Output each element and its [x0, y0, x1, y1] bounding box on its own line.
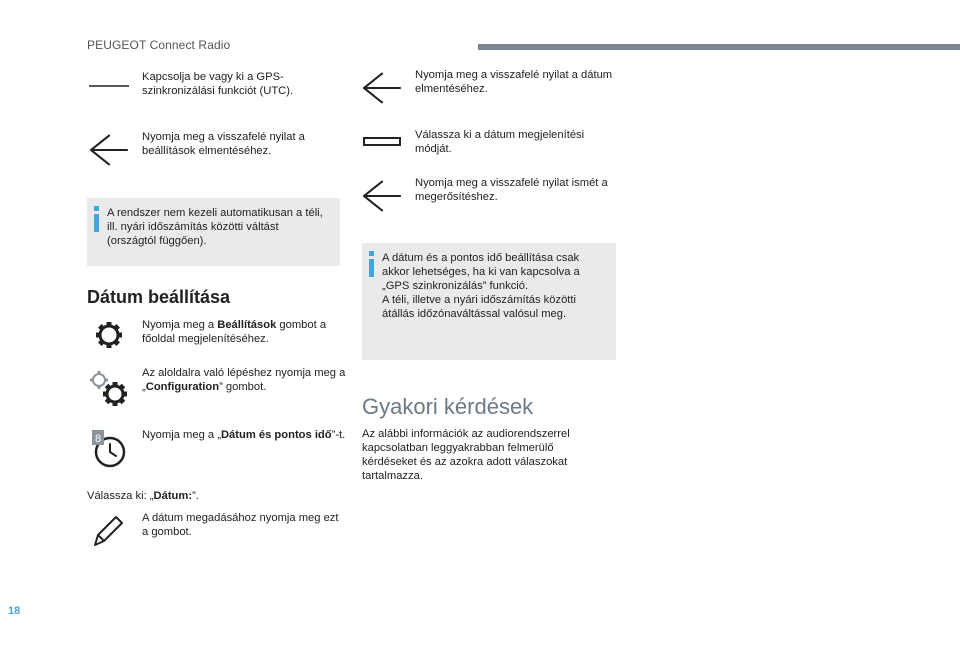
text-part: Nyomja meg a „: [142, 429, 221, 441]
select-date-text: [87, 489, 347, 503]
section-title-date: Dátum beállítása: [87, 287, 231, 307]
step-text: Kapcsolja be vagy ki a GPS-szinkronizálási funkciót (UTC).: [142, 71, 294, 97]
faq-intro-text: Az alábbi információk az audiorendszerrel kapcsolatban leggyakrabban felmerülő kérdéseket és az azokra adott válaszokat tartalmazza.: [362, 428, 570, 482]
info-note: [87, 198, 340, 266]
step-configuration: [87, 366, 347, 410]
configuration-gears-icon: [87, 366, 131, 406]
info-note: [362, 243, 616, 360]
format-bar-icon: [360, 128, 404, 168]
info-icon: [94, 206, 99, 232]
date-label: Dátum:: [153, 490, 193, 502]
back-arrow-icon: [87, 130, 131, 170]
text-part: ”-t.: [331, 429, 346, 441]
step-text: Válassza ki a dátum megjelenítési módját.: [415, 129, 585, 155]
step-text: Nyomja meg a visszafelé nyilat a beállítások elmentéséhez.: [142, 131, 305, 157]
step-open-settings: [87, 318, 347, 352]
clock-icon: [87, 428, 131, 468]
back-arrow-icon: [360, 68, 404, 108]
back-arrow-icon: [360, 176, 404, 216]
section-title-faq: Gyakori kérdések: [362, 394, 534, 419]
step-text: Nyomja meg a visszafelé nyilat ismét a megerősítéshez.: [415, 177, 608, 203]
toggle-slider-icon: [87, 70, 131, 110]
settings-label: Beállítások: [217, 319, 277, 331]
date-time-label: Dátum és pontos idő: [220, 429, 332, 441]
text-part: ”.: [192, 490, 199, 502]
clock-badge-text: 8: [94, 433, 102, 445]
gear-icon: [87, 318, 131, 358]
step-text: [142, 318, 347, 346]
step-text: [142, 428, 347, 442]
text-part: Válassza ki: „: [87, 490, 154, 502]
step-save-date: [360, 68, 620, 108]
text-part: Nyomja meg a: [142, 319, 218, 331]
info-icon: [369, 251, 374, 277]
step-gps-sync: [87, 70, 347, 104]
step-enter-date: [87, 511, 347, 551]
note-text: A dátum és a pontos idő beállítása csak akkor lehetséges, ha ki van kapcsolva a „GPS szinkronizálás” funkció. A téli, illetve a nyári időszámítás közötti átállás időzónaváltással valósul meg.: [382, 252, 580, 320]
step-confirm: [360, 176, 620, 216]
header-title: PEUGEOT Connect Radio: [87, 38, 231, 52]
text-part: ” gombot.: [219, 381, 267, 393]
text-part: gombot a főoldal megjelenítéséhez.: [142, 319, 327, 345]
note-text: A rendszer nem kezeli automatikusan a téli, ill. nyári időszámítás közötti váltást (országtól függően).: [107, 207, 323, 247]
header-bar: [478, 44, 960, 50]
step-text: [142, 366, 347, 394]
text-part: Az aloldalra való lépéshez nyomja meg a „: [142, 367, 346, 393]
step-save-settings: [87, 130, 347, 170]
step-date-format: [360, 128, 620, 162]
page-number: 18: [8, 605, 21, 617]
step-text: Nyomja meg a visszafelé nyilat a dátum elmentéséhez.: [415, 69, 613, 95]
configuration-label: Configuration: [145, 381, 220, 393]
step-text: A dátum megadásához nyomja meg ezt a gombot.: [142, 512, 339, 538]
pencil-icon: [87, 511, 131, 551]
step-date-time: [87, 428, 347, 468]
